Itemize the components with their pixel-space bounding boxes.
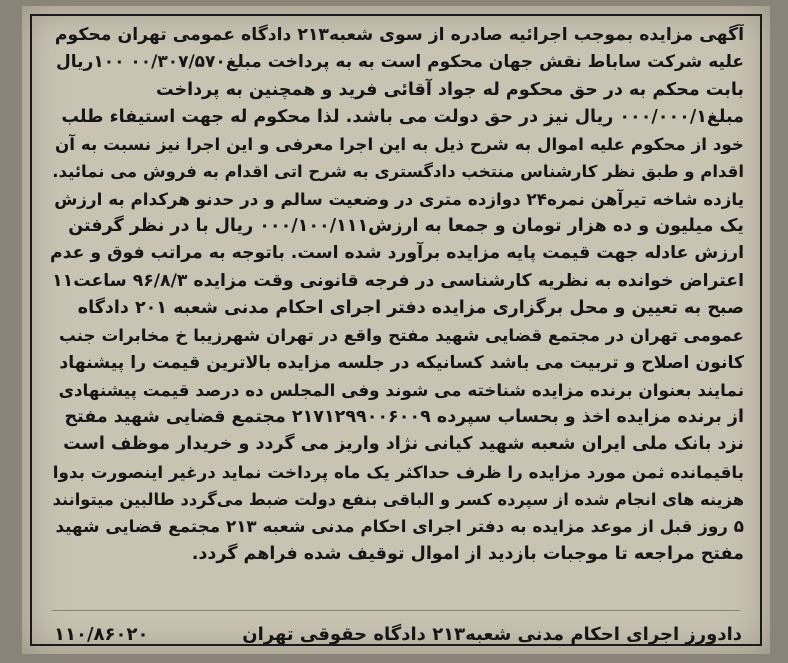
notice-line: عمومی تهران در مجتمع قضایی شهید مفتح واقع در تهران شهرزیبا خ مخابرات جنب	[58, 325, 744, 346]
notice-frame	[30, 14, 762, 646]
newspaper-clipping	[22, 6, 770, 654]
notice-line: اعتراض خوانده به نظریه کارشناسی در فرجه قانونی وقت مزایده ۹۶/۸/۳ ساعت۱۱	[52, 270, 744, 291]
auction-notice-body	[50, 22, 744, 568]
notice-line: باقیمانده ثمن مورد مزایده را ظرف حداکثر یک ماه پرداخت نماید درغیر اینصورت بدوا	[52, 461, 744, 482]
notice-line: اقدام و طبق نظر کارشناس منتخب دادگستری به شرح اتی اقدام به فروش می نمائید.	[52, 162, 744, 182]
notice-line: از برنده مزایده اخذ و بحساب سپرده ۲۱۷۱۲۹۹۰۰۶۰۰۹ مجتمع قضایی شهید مفتح	[64, 407, 744, 428]
issuer-signature: دادورز اجرای احکام مدنی شعبه۲۱۳ دادگاه حقوقی تهران	[242, 623, 742, 645]
notice-footer	[54, 620, 742, 648]
notice-line: بابت محکم به در حق محکوم له جواد آقائی فرید و همچنین به پرداخت	[155, 79, 744, 100]
notice-line: ارزش عادله جهت قیمت پایه مزایده برآورد شده است. باتوجه به مراتب فوق و عدم	[50, 243, 744, 264]
notice-line: یازده شاخه تیرآهن نمره۲۴ دوازده متری در وضعیت سالم و در حدنو هرکدام به ارزش	[54, 188, 744, 209]
notice-line: آگهی مزایده بموجب اجرائیه صادره از سوی شعبه۲۱۳ دادگاه عمومی تهران محکوم	[54, 25, 744, 45]
notice-line: کانون اصلاح و تربیت می باشد کسانیکه در جلسه مزایده بالاترین قیمت را پیشنهاد	[59, 352, 744, 373]
notice-line: مبلغ۰۰۰/۰۰۰/۱ ریال نیز در حق دولت می باشد. لذا محکوم له جهت استیفاء طلب	[61, 106, 744, 127]
reference-number: ۱۱۰/۸۶۰۲۰	[54, 623, 149, 645]
notice-line: نزد بانک ملی ایران شعبه شهید کیانی نژاد واریز می گردد و خریدار موظف است	[63, 434, 744, 455]
notice-line: یک میلیون و ده هزار تومان و جمعا به ارزش۰۰۰/۱۰۰/۱۱۱ ریال با در نظر گرفتن	[68, 216, 744, 237]
notice-line: ۵ روز قبل از موعد مزایده به دفتر اجرای احکام مدنی شعبه ۲۱۳ مجتمع قضایی شهید	[55, 516, 744, 537]
notice-line: خود از محکوم علیه اموال به شرح ذیل به این اجرا معرفی و این اجرا نیز نسبت به آن	[55, 134, 744, 155]
notice-line: هزینه های انجام شده از سپرده کسر و الباقی بنفع دولت ضبط می‌گردد طالبین میتوانند	[52, 490, 744, 510]
notice-line: صبح به تعیین و محل برگزاری مزایده دفتر اجرای احکام مدنی شعبه ۲۰۱ دادگاه	[77, 297, 744, 318]
footer-divider	[52, 610, 740, 611]
notice-line: مفتح مراجعه تا موجبات بازدید از اموال توقیف شده فراهم گردد.	[191, 543, 744, 564]
notice-line: نمایند بعنوان برنده مزایده شناخته می شوند وفی المجلس ده درصد قیمت پیشنهادی	[58, 379, 744, 400]
notice-line: علیه شرکت ساباط نقش جهان محکوم است به به پرداخت مبلغ۰۰/۳۰۷/۵۷۰ ۱۰۰ریال	[56, 52, 744, 73]
